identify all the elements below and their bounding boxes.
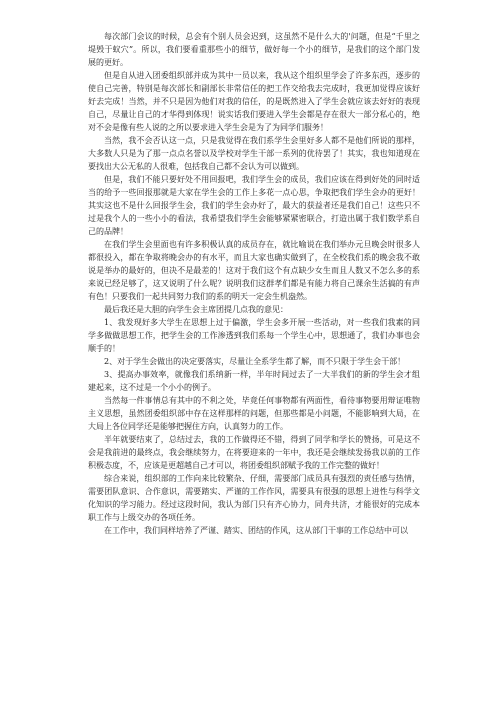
paragraph-10: 当然每一件事情总有其中的不利之处，毕竟任何事物都有两面性，看待事物要用辩证唯物主义思想，虽然团委组织部中存在这样那样的问题，但那些都是小问题，不能影响到大局，在大局上各位同学还是能够把握住方向，认真努力的工作。 (88, 396, 420, 431)
paragraph-1: 每次部门会议的时候，总会有个别人员会迟到，这虽然不是什么大的'问题，但是“千里之堤毁于蚁穴”。所以，我们要看重那些小的细节，做好每一个小的细节，是我们的这个部门发展的更好。 (88, 32, 420, 67)
document-body (88, 30, 420, 537)
suggestion-3: 3、提高办事效率，就像我们系纳新一样，半年时间过去了一大半我们的新的学生会才组建起来，这不过是一个小小的例子。 (88, 370, 420, 392)
paragraph-11: 半年就要结束了，总结过去，我的工作做得还不错，得到了同学和学长的赞扬，可是这不会是我前进的最终点，我会继续努力，在将要迎来的一年中，我还是会继续发扬我以前的工作积极态度，不，应该是更超越自己才可以，将团委组织部赋予我的工作完整的做好！ (88, 435, 420, 470)
paragraph-3: 当然，我不会否认这一点，只是我觉得在我们系学生会里好多人都不是他们所说的那样，大多数人只是为了那一点点名誉以及学校对学生干部一系列的优待罢了！其实，我也知道现在要找出大公无私的人很难，包括我自己都不会认为可以做到。 (88, 136, 420, 171)
paragraph-2: 但是自从进入团委组织部并成为其中一员以来，我从这个组织里学会了许多东西，逐步的使自己完善，特别是每次部长和副部长非常信任的把工作交给我去完成时，我更加觉得应该好好去完成！当然，并不只是因为他们对我的信任，的是既然进入了学生会就应该去好好的表现自己，尽量让自己的才华得到体现！说实话我们要进入学生会都是存在很大一部分私心的，绝对不会是像有些人说的之所以要求进入学生会是为了为同学们服务！ (88, 71, 420, 132)
suggestion-1: 1、我发现好多大学生在思想上过于偏激，学生会多开展一些活动，对一些我们我素的同学多做做思想工作，把学生会的工作渗透到我们系每一个学生心中，思想通了，我们办事也会顺手的！ (88, 318, 420, 353)
suggestion-2: 2、对于学生会做出的决定要落实，尽量让全系学生都了解，而不只限于学生会干部！ (104, 357, 406, 366)
paragraph-12: 综合来说，组织部的工作向来比较繁杂、仔细，需要部门成员具有强烈的责任感与热情，需要团队意识、合作意识，需要踏实、严谨的工作作风，需要具有很强的思想上进性与科学文化知识的学习能力。经过这段时间，我认为部门只有齐心协力，同舟共济，才能很好的完成本职工作与上级交办的各项任务。 (88, 474, 420, 522)
paragraph-5: 在我们学生会里面也有许多积极认真的成员存在，就比喻说在我们举办元旦晚会时很多人都很投入，都在争取将晚会办的有水平，而且大家也确实做到了，在全校我们系的晚会我不敢说是举办的最好的，但决不是最差的！这对于我们这个有点缺少女生而且人数又不怎么多的系来说已经足够了，这又说明了什么呢？说明我们这群孝们都是有能力将自己课余生活搞的有声有色！只要我们一起共同努力我们的系的明天一定会生机盎然。 (88, 240, 420, 301)
paragraph-4: 但是，我们不能只要好处不用回报吧，我们学生会的成员，我们应该在得到好处的同时适当的给予一些回报那就是大家在学生会的工作上多花一点心思，争取把我们学生会办的更好！其实这也不是什么回报学生会，我们的学生会办好了，最大的获益者还是我们自己！这些只不过是我个人的一些小小的看法，我希望我们学生会能够紧紧密联合，打造出属于我们数学系自己的品牌！ (88, 175, 420, 236)
paragraph-6: 最后我还是大胆的向学生会主席团提几点我的意见： (104, 305, 288, 314)
paragraph-13: 在工作中，我们同样培养了严谨、踏实、团结的作风，这从部门干事的工作总结中可以 (104, 526, 408, 535)
